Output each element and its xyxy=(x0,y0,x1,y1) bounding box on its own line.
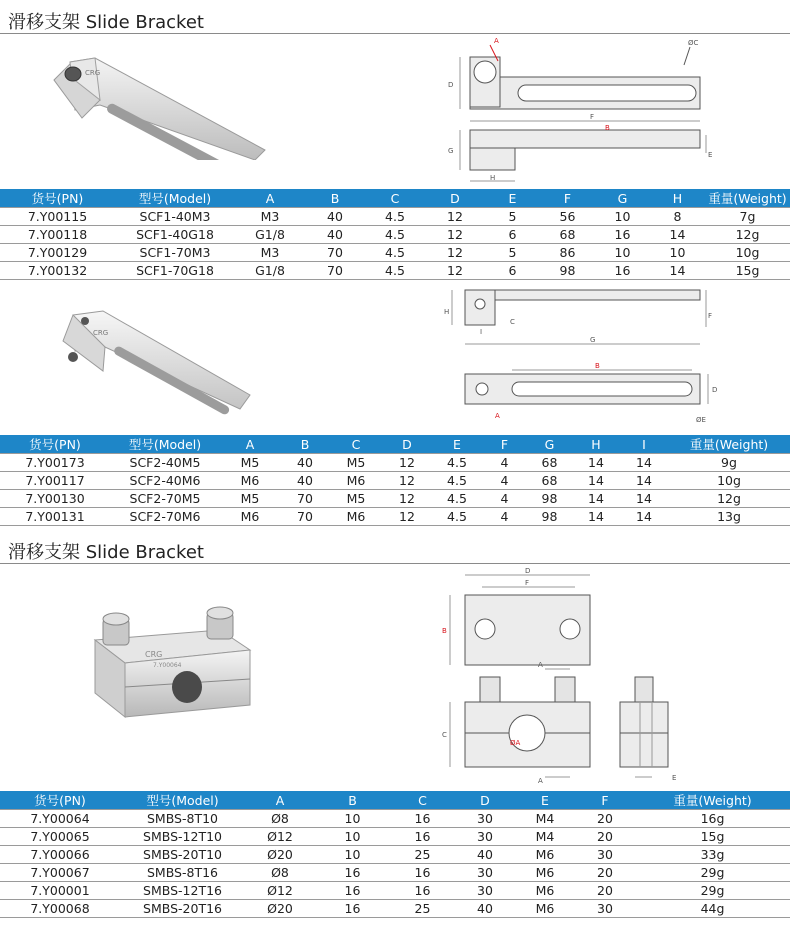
cell: 5 xyxy=(508,245,517,260)
cell: 16 xyxy=(344,865,361,880)
col-header: 重量(Weight) xyxy=(705,189,790,208)
cell: M3 xyxy=(260,245,280,260)
cell: 68 xyxy=(541,455,558,470)
cell: 14 xyxy=(636,509,652,524)
cell: 70 xyxy=(297,509,313,524)
cell: 4 xyxy=(500,473,509,488)
dim-label-h: H xyxy=(490,174,496,182)
dim-label-h: H xyxy=(444,308,450,316)
cell: 12 xyxy=(399,473,415,488)
col-header: I xyxy=(620,435,668,454)
col-header: D xyxy=(425,189,485,208)
cell-model: SCF1-40M3 xyxy=(139,209,211,224)
cell: 14 xyxy=(588,509,604,524)
cell: 14 xyxy=(636,473,652,488)
col-header: 型号(Model) xyxy=(110,435,220,454)
cell: 10g xyxy=(717,473,741,488)
logo-text: CRG xyxy=(85,69,101,77)
cell: 40 xyxy=(297,455,313,470)
dim-label-e: E xyxy=(708,151,713,159)
cell: M5 xyxy=(240,491,260,506)
col-header: H xyxy=(650,189,705,208)
cell: 4.5 xyxy=(385,227,405,242)
table-row xyxy=(0,262,790,280)
cell: 10 xyxy=(344,829,361,844)
cell: 5 xyxy=(508,209,517,224)
cell: 30 xyxy=(477,865,493,880)
table-row xyxy=(0,454,790,472)
cell: 4.5 xyxy=(385,209,405,224)
technical-drawing-scf2 xyxy=(440,282,720,427)
cell-model: SCF2-70M6 xyxy=(129,509,201,524)
cell: 14 xyxy=(669,263,686,278)
cell: M6 xyxy=(535,847,555,862)
section-title: 滑移支架 Slide Bracket xyxy=(8,12,204,33)
dim-label-f: F xyxy=(525,579,530,587)
cell: 20 xyxy=(597,883,613,898)
cell: 30 xyxy=(597,847,613,862)
cell: 14 xyxy=(588,455,604,470)
cell: 8 xyxy=(673,209,682,224)
cell: 10 xyxy=(614,209,631,224)
cell: 15g xyxy=(735,263,760,278)
table-row xyxy=(0,226,790,244)
cell: 16 xyxy=(344,883,361,898)
cell: 10 xyxy=(669,245,686,260)
table-header-row xyxy=(0,189,790,208)
cell-model: SMBS-20T16 xyxy=(143,901,222,916)
cell: 12 xyxy=(447,209,463,224)
cell: 70 xyxy=(327,263,343,278)
cell: 25 xyxy=(414,901,431,916)
cell: Ø20 xyxy=(267,847,293,862)
col-header: B xyxy=(305,189,365,208)
cell: M6 xyxy=(346,509,366,524)
cell: 12g xyxy=(735,227,760,242)
dim-label-phic: ØC xyxy=(688,39,699,47)
dim-label-a-top: A xyxy=(538,661,543,669)
table-row xyxy=(0,882,790,900)
dim-label-f: F xyxy=(708,312,713,320)
col-header: F xyxy=(540,189,595,208)
cell: 16 xyxy=(414,811,431,826)
cell: 12 xyxy=(447,245,463,260)
cell: 6 xyxy=(508,263,517,278)
dim-label-g: G xyxy=(590,336,596,344)
cell: 4 xyxy=(500,509,509,524)
col-header: D xyxy=(455,791,515,810)
dim-label-e: E xyxy=(672,774,677,782)
cell: 70 xyxy=(327,245,343,260)
technical-drawing-smbs xyxy=(430,565,730,790)
cell-model: SCF1-70M3 xyxy=(139,245,211,260)
cell-model: SCF2-70M5 xyxy=(129,491,201,506)
cell: M6 xyxy=(535,865,555,880)
cell-pn: 7.Y00130 xyxy=(25,491,85,506)
cell: 16 xyxy=(344,901,361,916)
cell: G1/8 xyxy=(255,263,285,278)
cell: 10 xyxy=(344,847,361,862)
dim-label-i: I xyxy=(480,328,483,336)
cell: 98 xyxy=(559,263,576,278)
cell-pn: 7.Y00173 xyxy=(25,455,85,470)
cell: 4.5 xyxy=(447,473,467,488)
dim-label-b: B xyxy=(605,124,610,132)
col-header: A xyxy=(220,435,280,454)
technical-drawing-scf1 xyxy=(440,35,720,190)
cell: 10 xyxy=(614,245,631,260)
cell-model: SMBS-8T10 xyxy=(146,811,218,826)
cell: 7g xyxy=(739,209,756,224)
col-header: 货号(PN) xyxy=(0,189,115,208)
cell: M6 xyxy=(346,473,366,488)
cell: 20 xyxy=(597,811,613,826)
col-header: E xyxy=(432,435,482,454)
cell: 4.5 xyxy=(447,491,467,506)
cell: M6 xyxy=(240,473,260,488)
product-photo-smbs xyxy=(75,595,275,735)
col-header: C xyxy=(330,435,382,454)
cell: 16 xyxy=(414,865,431,880)
table-row xyxy=(0,828,790,846)
product-mark: 7.Y00064 xyxy=(153,662,182,669)
cell: Ø20 xyxy=(267,901,293,916)
dim-label-phia: ØA xyxy=(510,739,521,747)
col-header: H xyxy=(572,435,620,454)
spec-table-scf1 xyxy=(0,189,790,280)
cell: Ø12 xyxy=(267,829,293,844)
dim-label-phie: ØE xyxy=(696,416,706,424)
cell: 68 xyxy=(559,227,576,242)
cell-pn: 7.Y00001 xyxy=(30,883,90,898)
cell: M5 xyxy=(346,491,366,506)
cell-model: SMBS-12T16 xyxy=(143,883,222,898)
cell-model: SMBS-20T10 xyxy=(143,847,222,862)
cell: 16 xyxy=(614,263,631,278)
cell: M4 xyxy=(535,811,555,826)
cell-model: SCF2-40M6 xyxy=(129,473,201,488)
cell: 4.5 xyxy=(447,509,467,524)
col-header: G xyxy=(595,189,650,208)
cell: 98 xyxy=(541,509,558,524)
cell: 30 xyxy=(477,811,493,826)
cell: 98 xyxy=(541,491,558,506)
cell: 4.5 xyxy=(385,263,405,278)
cell: 70 xyxy=(297,491,313,506)
dim-label-b: B xyxy=(595,362,600,370)
table-row xyxy=(0,472,790,490)
cell: 25 xyxy=(414,847,431,862)
cell-pn: 7.Y00132 xyxy=(27,263,88,278)
cell: 4.5 xyxy=(447,455,467,470)
cell: M6 xyxy=(535,901,555,916)
cell: 12 xyxy=(447,227,463,242)
col-header: 重量(Weight) xyxy=(668,435,790,454)
dim-label-a: A xyxy=(494,37,499,45)
cell: 10 xyxy=(344,811,361,826)
cell-pn: 7.Y00068 xyxy=(30,901,90,916)
cell-pn: 7.Y00066 xyxy=(30,847,90,862)
cell: 14 xyxy=(588,473,604,488)
cell: 40 xyxy=(327,209,343,224)
cell: 6 xyxy=(508,227,517,242)
cell: M5 xyxy=(346,455,366,470)
cell: 33g xyxy=(700,847,725,862)
cell: 30 xyxy=(477,829,493,844)
col-header: 货号(PN) xyxy=(0,435,110,454)
cell: M4 xyxy=(535,829,555,844)
table-row xyxy=(0,846,790,864)
col-header: B xyxy=(280,435,330,454)
cell: 40 xyxy=(327,227,343,242)
cell: 13g xyxy=(717,509,741,524)
cell: 30 xyxy=(477,883,493,898)
cell-pn: 7.Y00065 xyxy=(30,829,90,844)
cell: 30 xyxy=(597,901,613,916)
col-header: A xyxy=(235,189,305,208)
cell: 40 xyxy=(477,901,493,916)
col-header: C xyxy=(365,189,425,208)
table-row xyxy=(0,208,790,226)
cell: 12g xyxy=(717,491,741,506)
cell: 16g xyxy=(700,811,725,826)
product-photo-scf1 xyxy=(40,50,280,160)
cell-model: SMBS-8T16 xyxy=(146,865,218,880)
cell: 12 xyxy=(447,263,463,278)
table-header-row xyxy=(0,435,790,454)
cell: 40 xyxy=(297,473,313,488)
dim-label-c: C xyxy=(442,731,447,739)
col-header: F xyxy=(482,435,527,454)
table-row xyxy=(0,508,790,526)
cell: 56 xyxy=(559,209,576,224)
cell: M6 xyxy=(240,509,260,524)
cell: 14 xyxy=(588,491,604,506)
cell: 14 xyxy=(669,227,686,242)
cell-model: SCF1-70G18 xyxy=(136,263,214,278)
title-divider xyxy=(0,563,790,564)
cell: 16 xyxy=(414,883,431,898)
section-title: 滑移支架 Slide Bracket xyxy=(8,542,204,563)
cell: 12 xyxy=(399,455,415,470)
dim-label-a-bottom: A xyxy=(538,777,543,785)
cell-pn: 7.Y00115 xyxy=(27,209,88,224)
cell-pn: 7.Y00118 xyxy=(27,227,88,242)
dim-label-d: D xyxy=(712,386,718,394)
cell: Ø12 xyxy=(267,883,293,898)
dim-label-a: A xyxy=(495,412,500,420)
cell: M6 xyxy=(535,883,555,898)
cell: Ø8 xyxy=(271,865,289,880)
col-header: 型号(Model) xyxy=(120,791,245,810)
table-row xyxy=(0,490,790,508)
product-photo-scf2 xyxy=(45,305,265,415)
cell: 12 xyxy=(399,491,415,506)
cell: 20 xyxy=(597,829,613,844)
table-row xyxy=(0,244,790,262)
col-header: E xyxy=(485,189,540,208)
dim-label-f: F xyxy=(590,113,595,121)
col-header: G xyxy=(527,435,572,454)
cell: G1/8 xyxy=(255,227,285,242)
table-row xyxy=(0,864,790,882)
cell: M5 xyxy=(240,455,260,470)
table-header-row xyxy=(0,791,790,810)
col-header: D xyxy=(382,435,432,454)
dim-label-d: D xyxy=(448,81,454,89)
cell: 10g xyxy=(735,245,760,260)
cell: 12 xyxy=(399,509,415,524)
cell-model: SCF2-40M5 xyxy=(129,455,201,470)
cell-pn: 7.Y00064 xyxy=(30,811,90,826)
dim-label-c: C xyxy=(510,318,515,326)
cell: 68 xyxy=(541,473,558,488)
cell: 15g xyxy=(700,829,725,844)
cell: 4 xyxy=(500,491,509,506)
cell: 86 xyxy=(559,245,576,260)
cell: 9g xyxy=(721,455,737,470)
col-header: B xyxy=(315,791,390,810)
cell: Ø8 xyxy=(271,811,289,826)
cell-model: SCF1-40G18 xyxy=(136,227,214,242)
col-header: C xyxy=(390,791,455,810)
cell: 29g xyxy=(700,883,725,898)
cell: M3 xyxy=(260,209,280,224)
title-divider xyxy=(0,33,790,34)
cell: 16 xyxy=(414,829,431,844)
spec-table-scf2 xyxy=(0,435,790,526)
col-header: 重量(Weight) xyxy=(635,791,790,810)
table-row xyxy=(0,900,790,918)
cell-pn: 7.Y00129 xyxy=(27,245,88,260)
dim-label-b: B xyxy=(442,627,447,635)
cell-model: SMBS-12T10 xyxy=(143,829,222,844)
table-row xyxy=(0,810,790,828)
cell: 4 xyxy=(500,455,509,470)
cell: 14 xyxy=(636,491,652,506)
logo-text: CRG xyxy=(93,329,109,337)
cell-pn: 7.Y00067 xyxy=(30,865,90,880)
spec-table-smbs xyxy=(0,791,790,918)
dim-label-g: G xyxy=(448,147,454,155)
cell: 20 xyxy=(597,865,613,880)
cell: 4.5 xyxy=(385,245,405,260)
col-header: 型号(Model) xyxy=(115,189,235,208)
col-header: E xyxy=(515,791,575,810)
col-header: F xyxy=(575,791,635,810)
cell: 14 xyxy=(636,455,652,470)
cell-pn: 7.Y00131 xyxy=(25,509,85,524)
col-header: 货号(PN) xyxy=(0,791,120,810)
col-header: A xyxy=(245,791,315,810)
cell: 44g xyxy=(700,901,725,916)
logo-text: CRG xyxy=(145,650,163,659)
cell: 16 xyxy=(614,227,631,242)
cell: 40 xyxy=(477,847,493,862)
dim-label-d: D xyxy=(525,567,531,575)
cell: 29g xyxy=(700,865,725,880)
cell-pn: 7.Y00117 xyxy=(25,473,85,488)
